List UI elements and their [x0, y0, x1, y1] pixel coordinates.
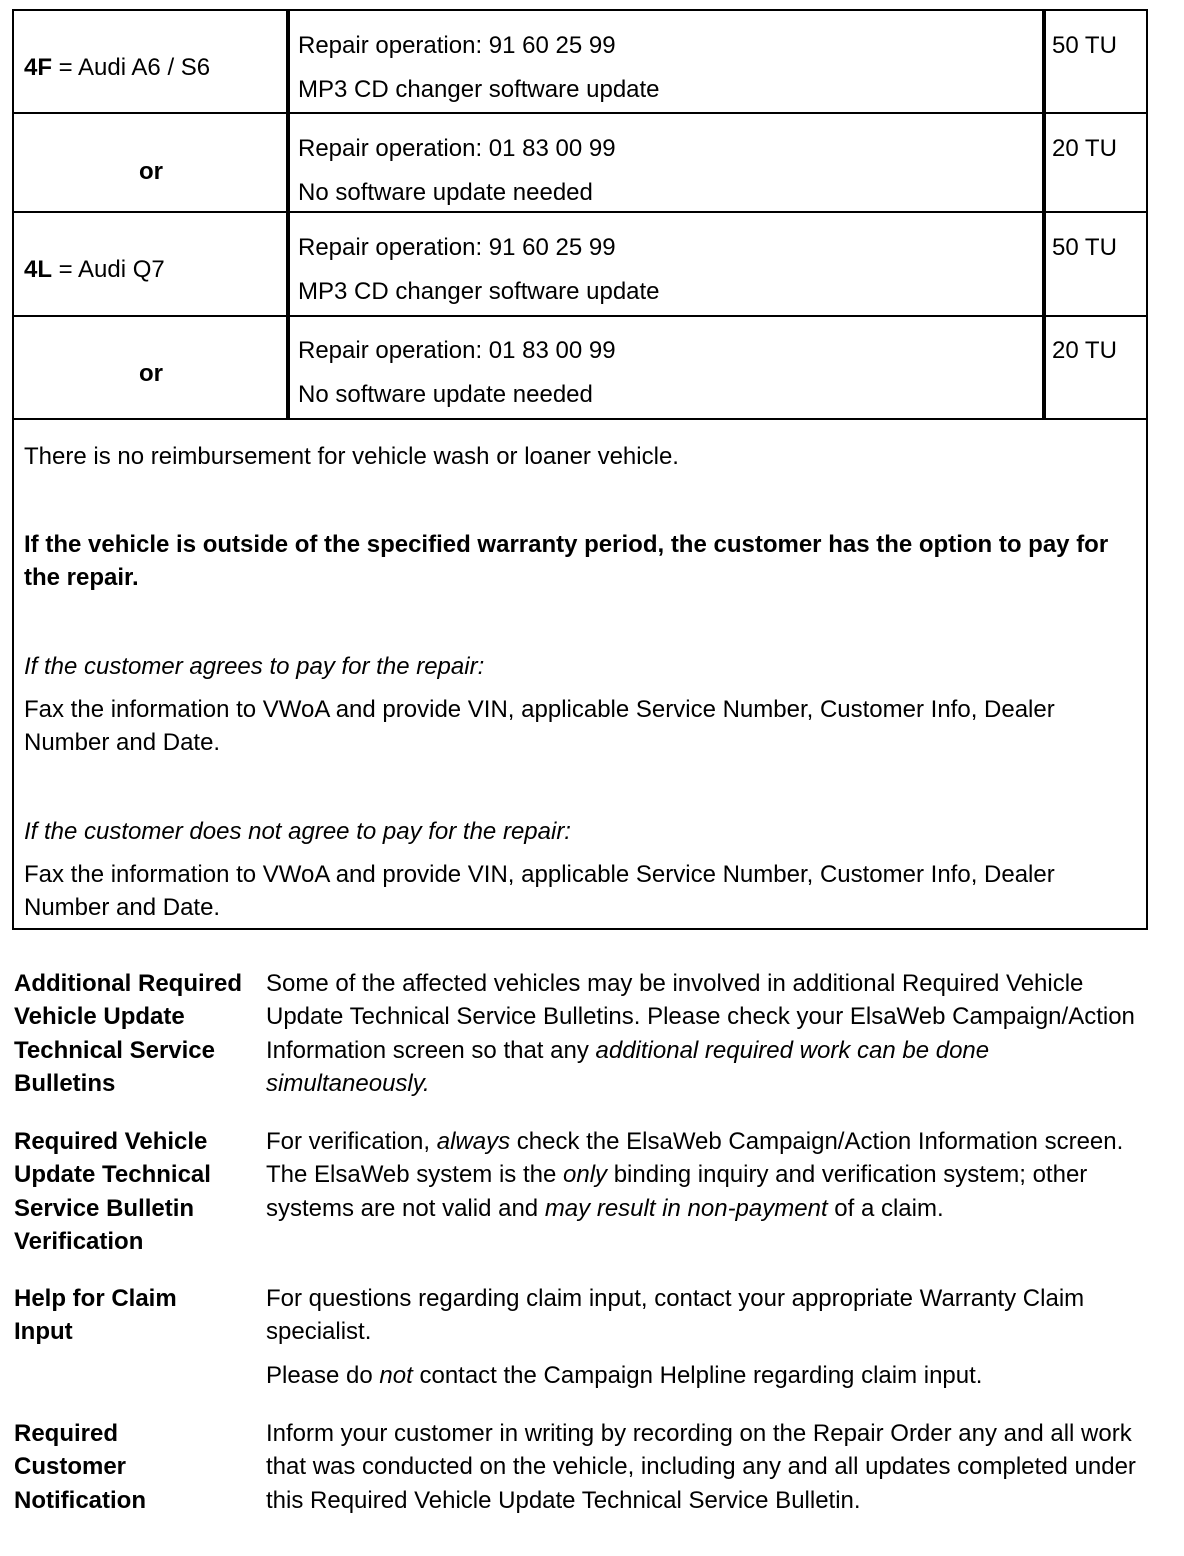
section-body	[266, 1282, 1146, 1392]
section-label: Required Customer Notification	[14, 1420, 146, 1514]
table-cell	[1042, 315, 1148, 420]
outside-warranty-text: If the vehicle is outside of the specified warranty period, the customer has the option to pay for the repair.	[24, 531, 1109, 591]
model-eq: =	[52, 54, 79, 81]
model-code: 4F	[24, 54, 53, 81]
emphasis-text: not	[379, 1361, 413, 1389]
emphasis-text: may result in non-payment	[544, 1194, 828, 1222]
body-text: For verification,	[266, 1128, 437, 1155]
emphasis-text: additional required work can be done simultaneously.	[266, 1036, 990, 1097]
model-cell	[24, 256, 165, 284]
body-text: Some of the affected vehicles may be involved in additional Required Vehicle Update Technical Service Bulletins. Please check your ElsaWeb Campaign/Action Information screen so that any	[266, 970, 1135, 1064]
body-text: contact the Campaign Helpline regarding claim input.	[412, 1361, 983, 1389]
time-units: 20 TU	[1052, 337, 1117, 364]
body-text: Please do	[266, 1361, 380, 1389]
body-text: of a claim.	[827, 1194, 944, 1222]
time-units: 50 TU	[1052, 32, 1117, 59]
agrees-heading: If the customer agrees to pay for the repair:	[24, 653, 485, 680]
emphasis-text: only	[563, 1161, 608, 1189]
or-label: or	[139, 360, 163, 387]
repair-description: MP3 CD changer software update	[298, 278, 660, 305]
model-code: 4L	[24, 256, 53, 283]
not-agree-text: Fax the information to VWoA and provide VIN, applicable Service Number, Customer Info, Dealer Number and Date.	[24, 861, 1055, 921]
repair-description: No software update needed	[298, 179, 593, 206]
section-label: Help for Claim Input	[14, 1285, 177, 1346]
section-body: Inform your customer in writing by recording on the Repair Order any and all work that was conducted on the vehicle, including any and all updates completed under this Required Vehicle Update Technical Service Bulletin.	[266, 1420, 1136, 1514]
repair-operation: Repair operation: 01 83 00 99	[298, 337, 616, 364]
time-units: 50 TU	[1052, 234, 1117, 261]
agrees-text: Fax the information to VWoA and provide VIN, applicable Service Number, Customer Info, Dealer Number and Date.	[24, 696, 1055, 756]
table-cell	[1042, 9, 1148, 114]
model-cell	[24, 54, 210, 82]
section-label: Additional Required Vehicle Update Technical Service Bulletins	[14, 970, 242, 1097]
repair-description: MP3 CD changer software update	[298, 76, 660, 103]
repair-operation: Repair operation: 91 60 25 99	[298, 32, 616, 59]
body-paragraph	[266, 1359, 1146, 1392]
repair-operation: Repair operation: 91 60 25 99	[298, 234, 616, 261]
emphasis-text: always	[436, 1128, 511, 1155]
body-text: For questions regarding claim input, contact your appropriate Warranty Claim specialist.	[266, 1285, 1085, 1346]
model-name: Audi Q7	[78, 256, 165, 283]
section-body	[266, 1125, 1146, 1225]
section-body	[266, 967, 1146, 1100]
or-label: or	[139, 158, 163, 185]
model-eq: =	[52, 256, 79, 283]
time-units: 20 TU	[1052, 135, 1117, 162]
table-cell	[1042, 211, 1148, 317]
no-reimbursement-text: There is no reimbursement for vehicle wash or loaner vehicle.	[24, 443, 679, 470]
not-agree-heading: If the customer does not agree to pay for the repair:	[24, 818, 571, 845]
model-name: Audi A6 / S6	[78, 54, 211, 81]
body-text: binding inquiry and verification system; other systems are not valid and	[266, 1161, 1088, 1222]
claim-notes-box	[12, 418, 1148, 930]
repair-description: No software update needed	[298, 381, 593, 408]
body-text: check the ElsaWeb Campaign/Action Information screen. The ElsaWeb system is the	[266, 1128, 1124, 1189]
section-label: Required Vehicle Update Technical Service Bulletin Verification	[14, 1128, 211, 1255]
repair-operation: Repair operation: 01 83 00 99	[298, 135, 616, 162]
